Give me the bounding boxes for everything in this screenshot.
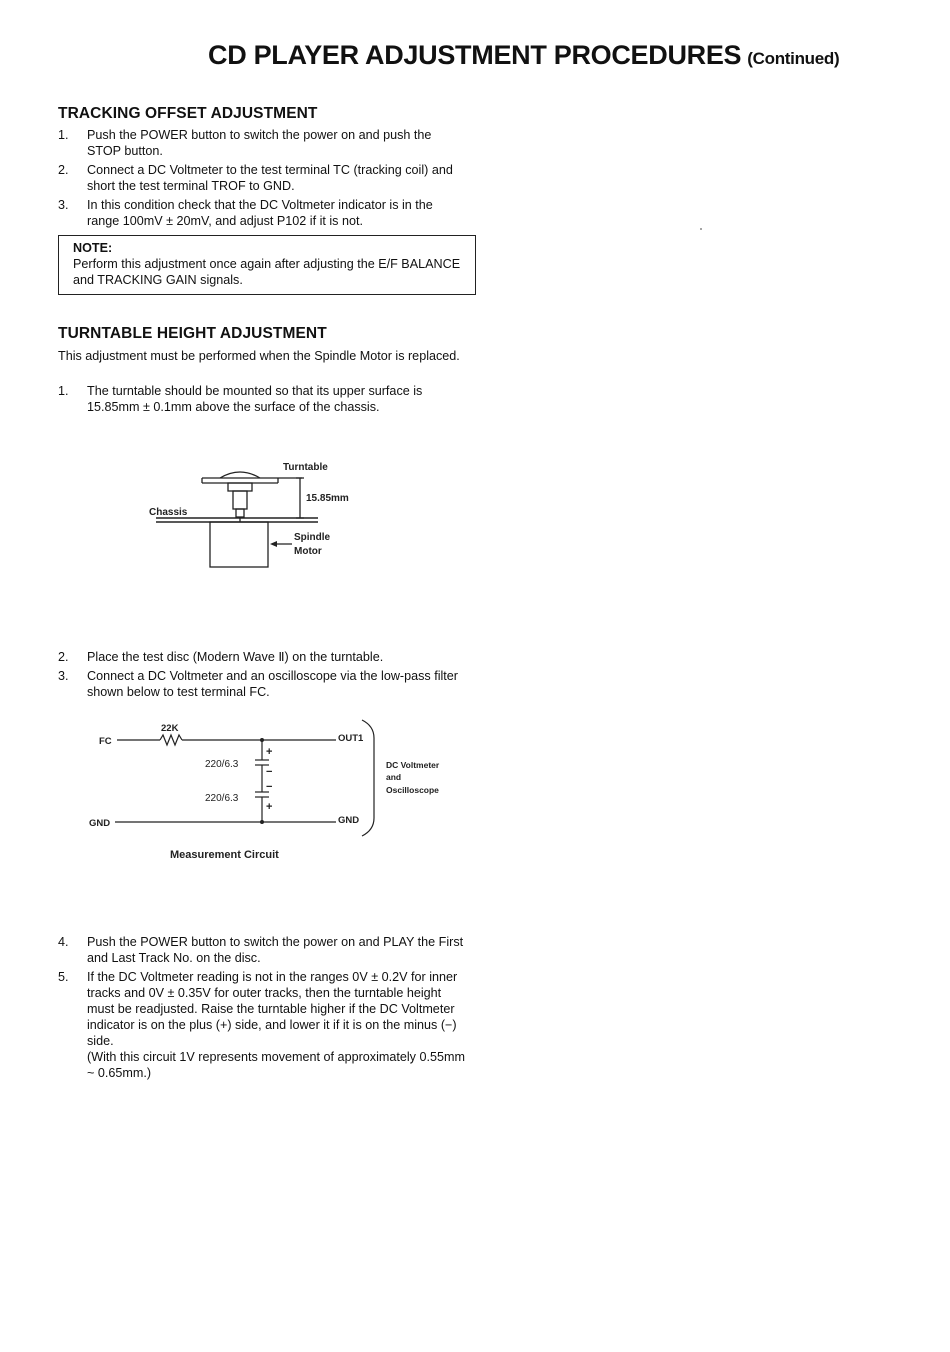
scan-speck xyxy=(700,228,702,230)
step-number: 5. xyxy=(58,970,69,984)
meter-label-line1: DC Voltmeter xyxy=(386,760,440,770)
fc-label: FC xyxy=(99,736,112,747)
measurement-circuit xyxy=(115,720,374,836)
gnd-right-label: GND xyxy=(338,815,360,826)
step-number: 1. xyxy=(58,128,69,142)
step-number: 3. xyxy=(58,669,69,683)
turntable-height-heading: TURNTABLE HEIGHT ADJUSTMENT xyxy=(58,325,327,342)
step-text: The turntable should be mounted so that its upper surface is 15.85mm ± 0.1mm above the surface of the chassis. xyxy=(87,384,423,414)
resistor-label: 22K xyxy=(161,723,179,734)
note-heading: NOTE: xyxy=(73,241,113,255)
step-text: Connect a DC Voltmeter and an oscilloscope via the low-pass filter shown below to test terminal FC. xyxy=(87,669,458,699)
step-text: Push the POWER button to switch the power on and PLAY the First and Last Track No. on the disc. xyxy=(87,935,464,965)
step-number: 4. xyxy=(58,935,69,949)
page-title-suffix: (Continued) xyxy=(747,49,840,68)
turntable-step-2 xyxy=(58,649,468,665)
page-title-main: CD PLAYER ADJUSTMENT PROCEDURES xyxy=(208,40,742,70)
cap2-minus: − xyxy=(266,781,273,793)
note-text: Perform this adjustment once again after adjusting the E/F BALANCE and TRACKING GAIN signals. xyxy=(73,257,461,287)
step-number: 2. xyxy=(58,163,69,177)
height-label: 15.85mm xyxy=(306,493,349,504)
motor-label: Motor xyxy=(294,546,322,557)
turntable-step-4 xyxy=(58,934,468,966)
step-text: Connect a DC Voltmeter to the test terminal TC (tracking coil) and short the test terminal TROF to GND. xyxy=(87,163,453,193)
turntable-label: Turntable xyxy=(283,462,328,473)
meter-label-line3: Oscilloscope xyxy=(386,785,439,795)
out1-label: OUT1 xyxy=(338,733,364,744)
meter-label-line2: and xyxy=(386,772,402,782)
step-text: Place the test disc (Modern Wave Ⅱ) on the turntable. xyxy=(87,650,384,664)
capacitor-2-label: 220/6.3 xyxy=(205,793,239,804)
cap2-plus: + xyxy=(266,801,273,813)
step-number: 2. xyxy=(58,650,69,664)
cap1-minus: − xyxy=(266,766,273,778)
capacitor-1-label: 220/6.3 xyxy=(205,759,239,770)
gnd-left-label: GND xyxy=(89,818,111,829)
turntable-step-5 xyxy=(58,969,468,1081)
cap1-plus: + xyxy=(266,746,273,758)
circuit-caption: Measurement Circuit xyxy=(170,849,279,861)
step-text: If the DC Voltmeter reading is not in the ranges 0V ± 0.2V for inner tracks and 0V ± 0.35V for outer tracks, then the turntable height must be readjusted. Raise the turntable higher if the DC Voltmeter indicator is on the plus (+) side, and lower it if it is on the minus (−) side. xyxy=(87,970,458,1048)
chassis-label: Chassis xyxy=(149,507,188,518)
turntable-intro: This adjustment must be performed when the Spindle Motor is replaced. xyxy=(58,349,460,363)
step-number: 1. xyxy=(58,384,69,398)
turntable-step-3 xyxy=(58,668,468,700)
step-5-extra: (With this circuit 1V represents movement of approximately 0.55mm ~ 0.65mm.) xyxy=(87,1050,465,1080)
spindle-label: Spindle xyxy=(294,532,331,543)
step-number: 3. xyxy=(58,198,69,212)
step-text: In this condition check that the DC Voltmeter indicator is in the range 100mV ± 20mV, and adjust P102 if it is not. xyxy=(87,198,433,228)
step-text: Push the POWER button to switch the power on and push the STOP button. xyxy=(87,128,432,158)
tracking-offset-heading: TRACKING OFFSET ADJUSTMENT xyxy=(58,105,318,122)
